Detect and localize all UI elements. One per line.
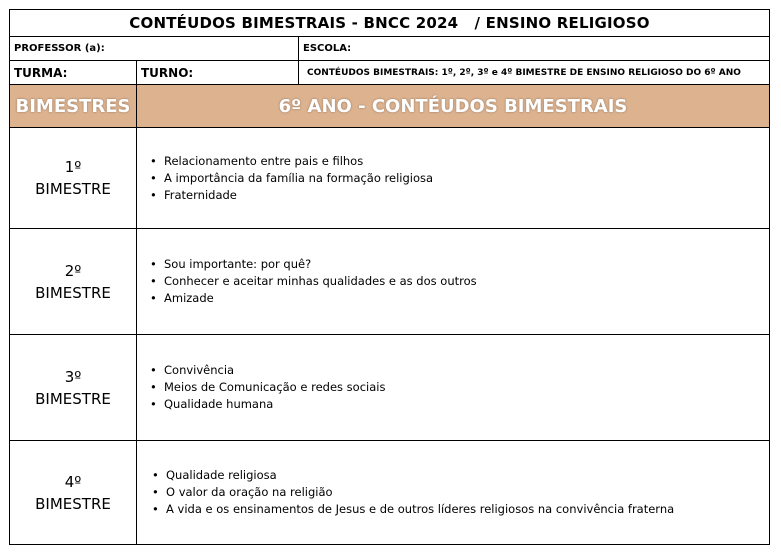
info-row-2 <box>10 61 769 85</box>
bimestre-word: BIMESTRE <box>35 283 111 302</box>
content-table <box>9 9 770 545</box>
content-list <box>150 362 385 413</box>
bimestre-row-4 <box>10 441 769 544</box>
list-item: • Qualidade humana <box>150 396 385 413</box>
bimestre-number: 3º <box>64 367 82 386</box>
turno-field[interactable] <box>137 61 299 84</box>
table-header-row <box>10 85 769 128</box>
bimestre-content <box>137 441 769 544</box>
bimestre-word: BIMESTRE <box>35 494 111 513</box>
professor-field[interactable] <box>10 37 299 60</box>
bimestre-row-1 <box>10 128 769 229</box>
bimestre-number: 1º <box>64 158 82 176</box>
turno-label: TURNO: <box>141 65 194 80</box>
list-item: • A vida e os ensinamentos de Jesus e de outros líderes religiosos na convivência fraterna <box>152 501 674 518</box>
list-item: • Sou importante: por quê? <box>150 256 477 273</box>
list-item: • Amizade <box>150 290 477 307</box>
bimestre-row-2 <box>10 229 769 335</box>
header-conteudos: 6º ANO - CONTÉUDOS BIMESTRAIS <box>278 95 628 117</box>
bimestre-row-3 <box>10 335 769 441</box>
escola-field[interactable] <box>299 37 769 60</box>
bimestre-word: BIMESTRE <box>35 180 111 198</box>
content-list <box>150 256 477 307</box>
conteudos-field <box>299 61 769 84</box>
conteudos-label: CONTÉUDOS BIMESTRAIS: 1º, 2º, 3º e 4º BIMESTRE DE ENSINO RELIGIOSO DO 6º ANO <box>307 67 741 78</box>
bimestre-label <box>10 128 137 228</box>
list-item: • Meios de Comunicação e redes sociais <box>150 379 385 396</box>
document-title-row <box>10 10 769 37</box>
list-item: • Fraternidade <box>150 187 433 204</box>
document-title: CONTÉUDOS BIMESTRAIS - BNCC 2024 / ENSINO RELIGIOSO <box>129 14 650 32</box>
escola-label: ESCOLA: <box>303 43 352 54</box>
bimestre-label <box>10 441 137 544</box>
bimestre-content <box>137 229 769 334</box>
content-list <box>150 153 433 204</box>
info-row-1 <box>10 37 769 61</box>
list-item: • Convivência <box>150 362 385 379</box>
bimestre-content <box>137 335 769 440</box>
bimestre-label <box>10 229 137 334</box>
list-item: • O valor da oração na religião <box>152 484 674 501</box>
header-bimestres: BIMESTRES <box>10 85 137 127</box>
bimestre-word: BIMESTRE <box>35 389 111 408</box>
turma-field[interactable] <box>10 61 137 84</box>
list-item: • A importância da família na formação religiosa <box>150 170 433 187</box>
list-item: • Relacionamento entre pais e filhos <box>150 153 433 170</box>
bimestre-label <box>10 335 137 440</box>
turma-label: TURMA: <box>14 65 68 80</box>
bimestre-number: 2º <box>64 261 82 280</box>
professor-label: PROFESSOR (a): <box>14 43 105 54</box>
bimestre-content <box>137 128 769 228</box>
list-item: • Conhecer e aceitar minhas qualidades e as dos outros <box>150 273 477 290</box>
list-item: • Qualidade religiosa <box>152 467 674 484</box>
content-list <box>152 467 674 518</box>
bimestre-number: 4º <box>64 472 82 491</box>
